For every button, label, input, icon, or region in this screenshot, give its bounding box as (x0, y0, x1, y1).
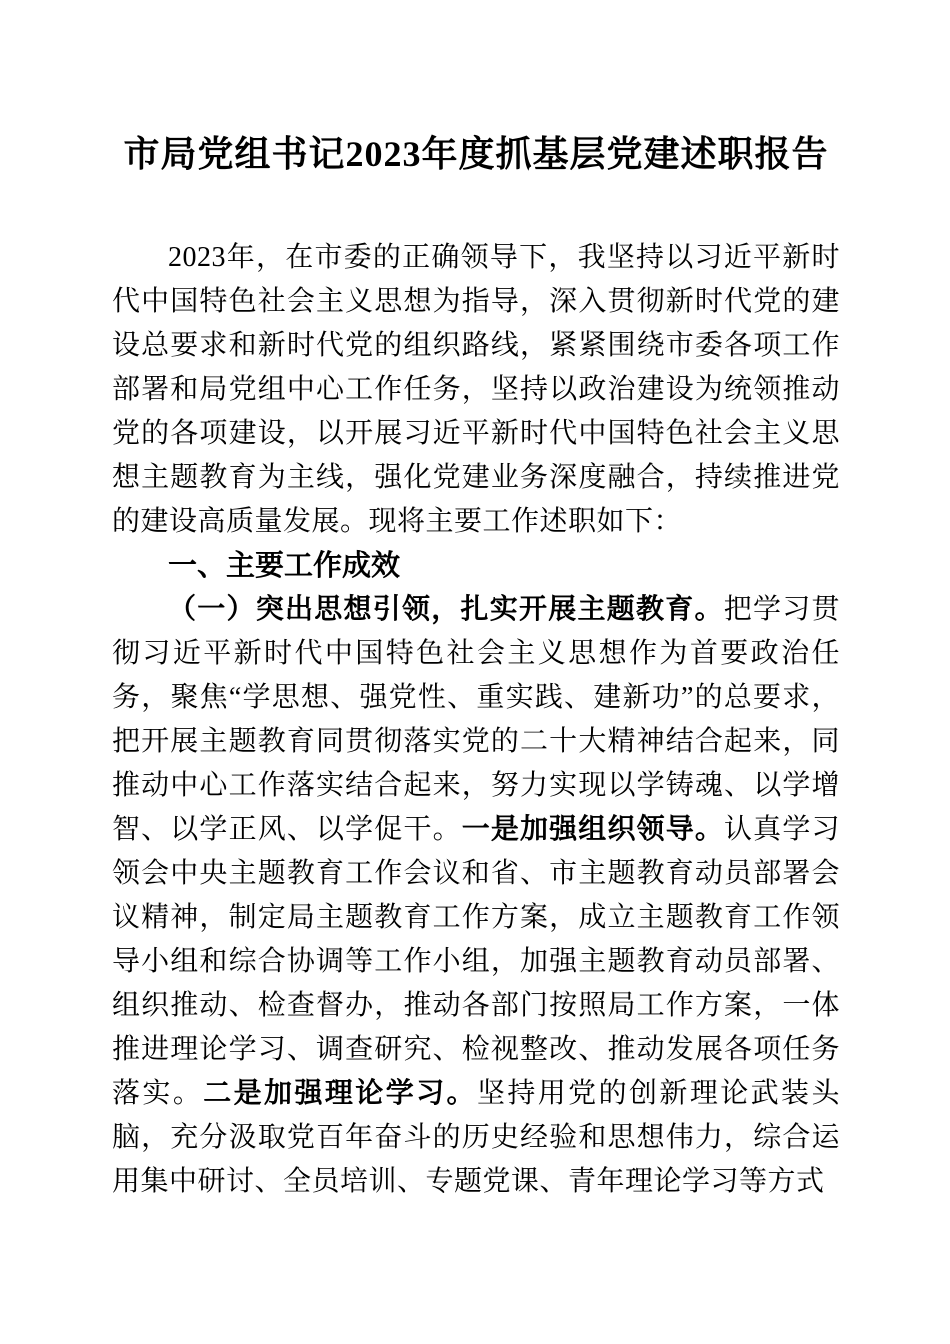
body-run-1: 把学习贯彻习近平新时代中国特色社会主义思想作为首要政治任务，聚焦“学思想、强党性、重实践、建新功”的总要求，把开展主题教育同贯彻落实党的二十大精神结合起来，同推动中心工作落实结合起来，努力实现以学铸魂、以学增智、以学正风、以学促干。 (112, 594, 840, 845)
section-heading-main-achievements: 一、主要工作成效 (168, 550, 401, 582)
section-paragraph (112, 588, 840, 1204)
subsection-heading-run: （一）突出思想引领，扎实开展主题教育。 (168, 594, 724, 625)
body-run-3: 坚持用党的创新理论武装头脑，充分汲取党百年奋斗的历史经验和思想伟力，综合运用集中研讨、全员培训、专题党课、青年理论学习等方式 (112, 1078, 840, 1197)
document-title: 市局党组书记2023年度抓基层党建述职报告 (123, 134, 829, 174)
intro-paragraph: 2023年，在市委的正确领导下，我坚持以习近平新时代中国特色社会主义思想为指导，深入贯彻新时代党的建设总要求和新时代党的组织路线，紧紧围绕市委各项工作部署和局党组中心工作任务，坚持以政治建设为统领推动党的各项建设，以开展习近平新时代中国特色社会主义思想主题教育为主线，强化党建业务深度融合，持续推进党的建设高质量发展。现将主要工作述职如下： (112, 242, 840, 537)
body-run-2: 认真学习领会中央主题教育工作会议和省、市主题教育动员部署会议精神，制定局主题教育工作方案，成立主题教育工作领导小组和综合协调等工作小组，加强主题教育动员部署、组织推动、检查督办，推动各部门按照局工作方案，一体推进理论学习、调查研究、检视整改、推动发展各项任务落实。 (112, 814, 840, 1109)
emphasis-run-first-point: 一是加强组织领导。 (461, 814, 725, 845)
emphasis-run-second-point: 二是加强理论学习。 (203, 1078, 477, 1109)
